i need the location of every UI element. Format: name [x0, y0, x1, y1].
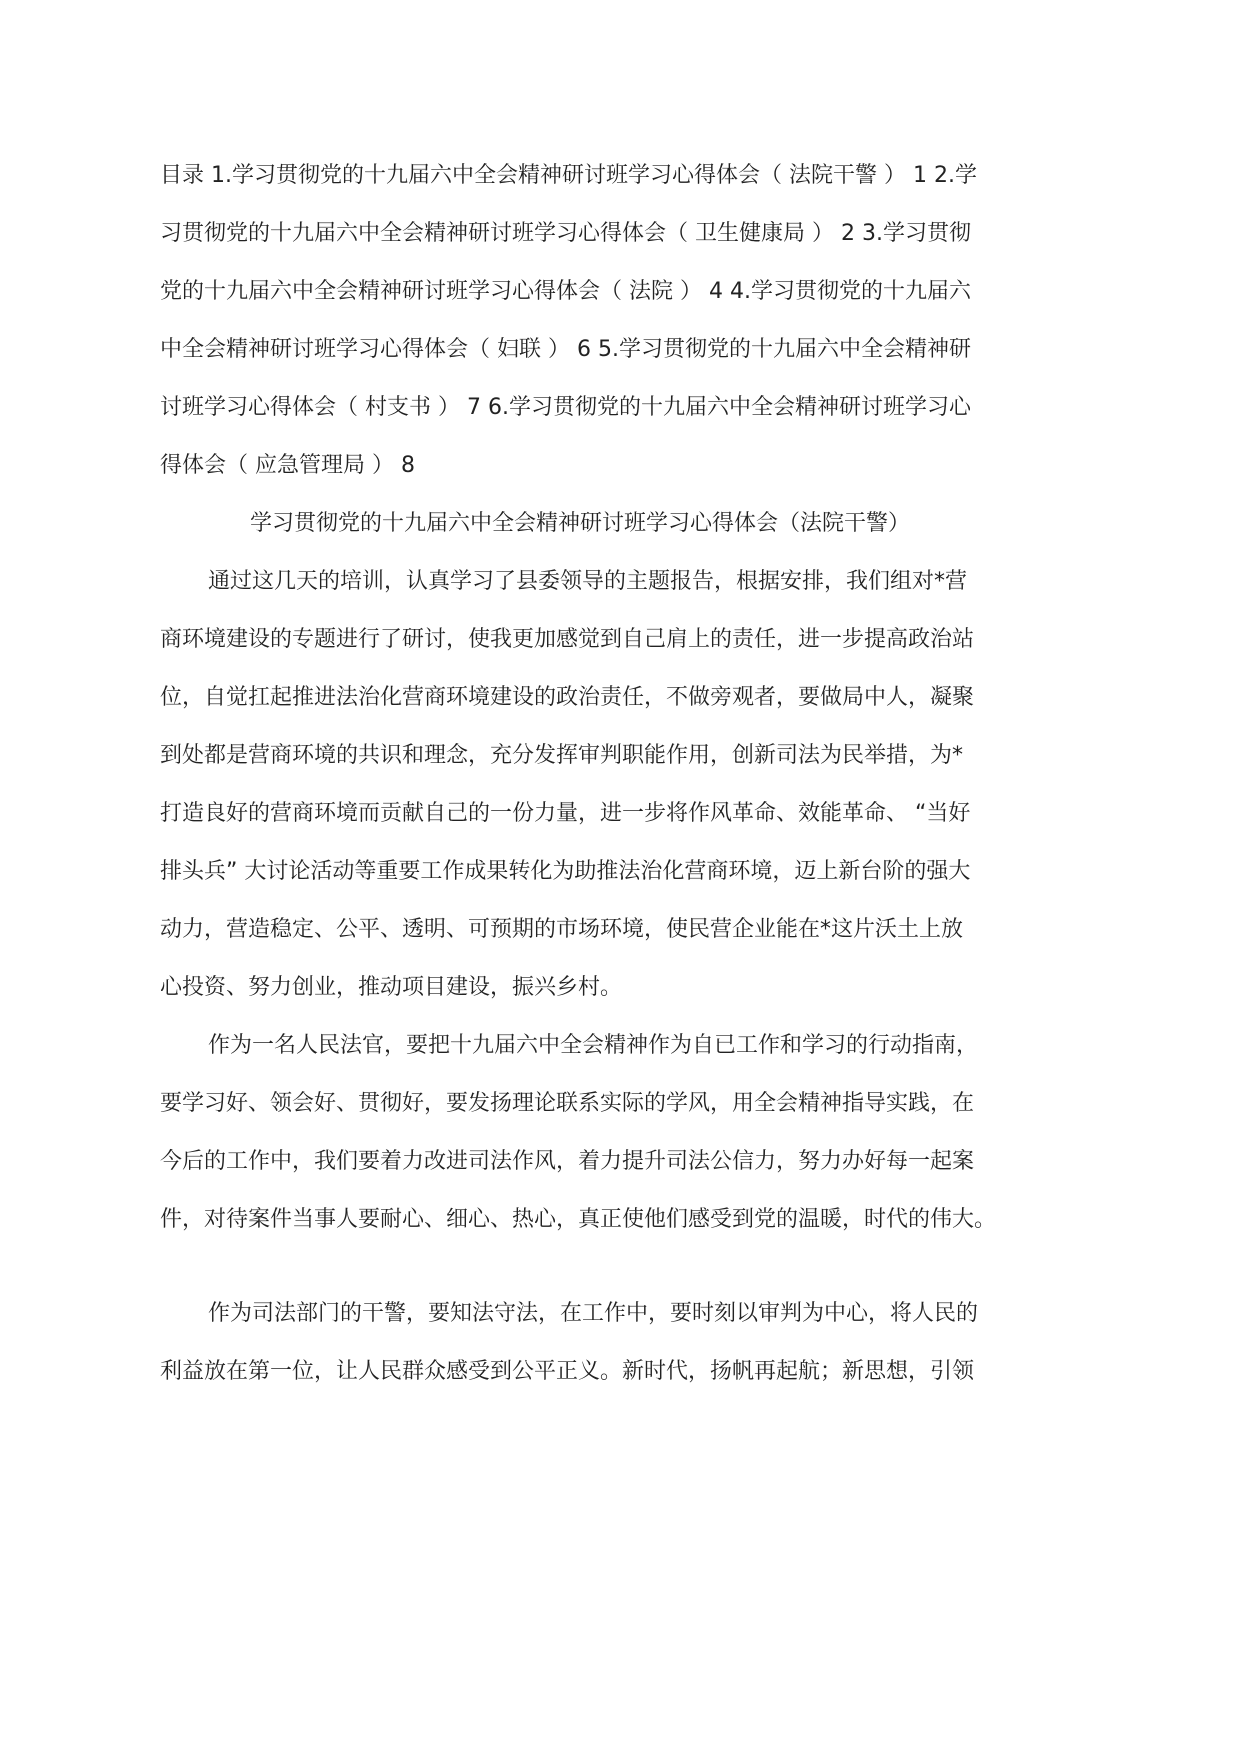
paragraph-line: 位，自觉扛起推进法治化营商环境建设的政治责任，不做旁观者，要做局中人，凝聚	[160, 685, 975, 710]
toc-line: 目录 1.学习贯彻党的十九届六中全会精神研讨班学习心得体会（ 法院干警 ） 1 2.学	[160, 163, 977, 188]
paragraph-line: 利益放在第一位，让人民群众感受到公平正义。新时代，扬帆再起航；新思想，引领	[160, 1359, 975, 1384]
article-title: 学习贯彻党的十九届六中全会精神研讨班学习心得体会（法院干警）	[250, 511, 911, 536]
paragraph-line: 动力，营造稳定、公平、透明、可预期的市场环境，使民营企业能在*这片沃土上放	[160, 917, 964, 942]
toc-line: 习贯彻党的十九届六中全会精神研讨班学习心得体会（ 卫生健康局 ） 2 3.学习贯彻	[160, 221, 971, 246]
paragraph-line: 打造良好的营商环境而贡献自己的一份力量，进一步将作风革命、效能革命、 “当好	[160, 801, 971, 826]
paragraph-line: 今后的工作中，我们要着力改进司法作风，着力提升司法公信力，努力办好每一起案	[160, 1149, 975, 1174]
paragraph-line: 作为司法部门的干警，要知法守法，在工作中，要时刻以审判为中心，将人民的	[208, 1301, 979, 1326]
paragraph-line: 商环境建设的专题进行了研讨，使我更加感觉到自己肩上的责任，进一步提高政治站	[160, 627, 975, 652]
toc-line: 讨班学习心得体会（ 村支书 ） 7 6.学习贯彻党的十九届六中全会精神研讨班学习心	[160, 395, 971, 420]
paragraph-line: 排头兵” 大讨论活动等重要工作成果转化为助推法治化营商环境，迈上新台阶的强大	[160, 859, 971, 884]
toc-line: 中全会精神研讨班学习心得体会（ 妇联 ） 6 5.学习贯彻党的十九届六中全会精神研	[160, 337, 971, 362]
paragraph-line: 到处都是营商环境的共识和理念，充分发挥审判职能作用，创新司法为民举措，为*	[160, 743, 964, 768]
toc-line: 得体会（ 应急管理局 ） 8	[160, 453, 415, 478]
toc-line: 党的十九届六中全会精神研讨班学习心得体会（ 法院 ） 4 4.学习贯彻党的十九届六	[160, 279, 971, 304]
paragraph-line: 作为一名人民法官，要把十九届六中全会精神作为自已工作和学习的行动指南，	[208, 1033, 979, 1058]
paragraph-line: 要学习好、领会好、贯彻好，要发扬理论联系实际的学风，用全会精神指导实践，在	[160, 1091, 975, 1116]
paragraph-line: 通过这几天的培训，认真学习了县委领导的主题报告，根据安排，我们组对*营	[208, 569, 968, 594]
paragraph-line: 件，对待案件当事人要耐心、细心、热心，真正使他们感受到党的温暖，时代的伟大。	[160, 1207, 997, 1232]
paragraph-line: 心投资、努力创业，推动项目建设，振兴乡村。	[160, 975, 623, 1000]
